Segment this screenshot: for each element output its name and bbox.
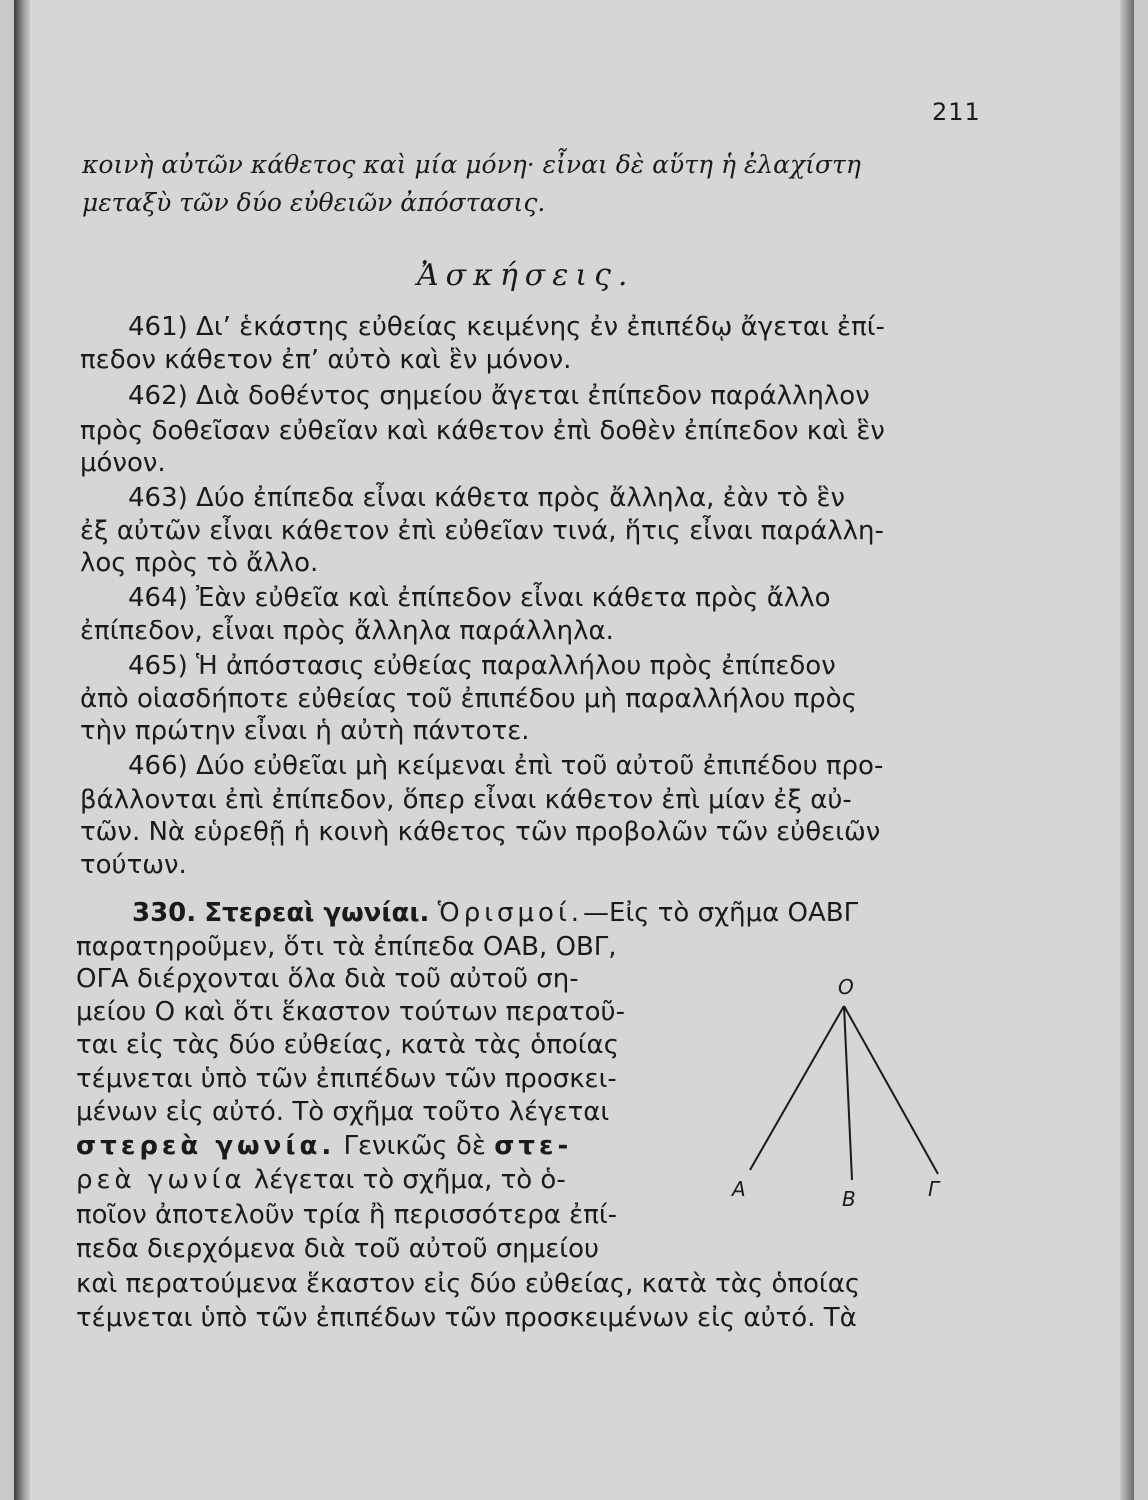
section-number: 330. (132, 898, 197, 928)
section-line-9-rest: λέγεται τὸ σχῆμα, τὸ ὁ- (245, 1165, 566, 1195)
exercises-title: Ἀσκήσεις. (417, 258, 635, 293)
section-line-10: ποῖον ἀποτελοῦν τρία ἢ περισσότερα ἐπί- (76, 1200, 618, 1230)
label-b: B (842, 1187, 856, 1211)
section-line-11: πεδα διερχόμενα διὰ τοῦ αὐτοῦ σημείου (76, 1234, 600, 1264)
intro-line-1: κοινὴ αὐτῶν κάθετος καὶ μία μόνη· εἶναι δὲ αὕτη ἡ ἐλαχίστη (82, 150, 861, 179)
section-line-12: καὶ περατούμενα ἕκαστον εἰς δύο εὐθείας, κατὰ τὰς ὁποίας (76, 1269, 861, 1299)
exercise-466-line-1: 466) Δύο εὐθεῖαι μὴ κείμεναι ἐπὶ τοῦ αὐτοῦ ἐπιπέδου προ- (128, 751, 884, 781)
page-edge (1120, 0, 1134, 1500)
exercise-463-line-3: λος πρὸς τὸ ἄλλο. (80, 548, 319, 578)
term-solid-angle: στερεὰ γωνία. (76, 1131, 336, 1161)
label-o: O (838, 975, 854, 999)
book-page (14, 0, 1134, 1500)
edge-oa (750, 1006, 844, 1170)
section-line-6: τέμνεται ὑπὸ τῶν ἐπιπέδων τῶν προσκει- (76, 1064, 617, 1094)
section-heading: Στερεαὶ γωνίαι. (204, 898, 430, 928)
page-number: 211 (932, 98, 981, 126)
section-line-8 (76, 1131, 572, 1161)
exercise-462-line-3: μόνον. (80, 448, 166, 478)
section-line-4: μείου Ο καὶ ὅτι ἕκαστον τούτων περατοῦ- (76, 997, 625, 1027)
section-line-13: τέμνεται ὑπὸ τῶν ἐπιπέδων τῶν προσκειμένων εἰς αὐτό. Τὰ (76, 1303, 857, 1333)
exercise-464-line-1: 464) Ἐὰν εὐθεῖα καὶ ἐπίπεδον εἶναι κάθετα πρὸς ἄλλο (128, 583, 831, 613)
exercise-466-line-2: βάλλονται ἐπὶ ἐπίπεδον, ὅπερ εἶναι κάθετον ἐπὶ μίαν ἐξ αὐ- (80, 785, 852, 815)
edge-og (844, 1006, 938, 1174)
term-solid-angle-3: ρεὰ γωνία (76, 1165, 246, 1195)
section-line-2: παρατηροῦμεν, ὅτι τὰ ἐπίπεδα ΟΑΒ, ΟΒΓ, (76, 932, 617, 962)
section-line-8-rest: Γενικῶς δὲ (335, 1131, 495, 1161)
section-line-3: ΟΓΑ διέρχονται ὅλα διὰ τοῦ αὐτοῦ ση- (76, 964, 579, 994)
exercise-465-line-1: 465) Ἡ ἀπόστασις εὐθείας παραλλήλου πρὸς ἐπίπεδον (128, 651, 836, 681)
section-line-5: ται εἰς τὰς δύο εὐθείας, κατὰ τὰς ὁποίας (76, 1030, 619, 1060)
edge-ob (844, 1006, 852, 1180)
solid-angle-figure (714, 970, 1004, 1220)
definitions-label: Ὁρισμοί. (437, 898, 584, 928)
exercise-464-line-2: ἐπίπεδον, εἶναι πρὸς ἄλληλα παράλληλα. (80, 616, 614, 646)
exercise-462-line-1: 462) Διὰ δοθέντος σημείου ἄγεται ἐπίπεδον παράλληλον (128, 381, 870, 411)
label-g: Γ (928, 1177, 940, 1201)
exercise-461-line-1: 461) Δι’ ἑκάστης εὐθείας κειμένης ἐν ἐπιπέδῳ ἄγεται ἐπί- (128, 312, 885, 342)
exercise-463-line-2: ἐξ αὐτῶν εἶναι κάθετον ἐπὶ εὐθεῖαν τινά, ἥτις εἶναι παράλλη- (80, 516, 884, 546)
book-spine (14, 0, 30, 1500)
term-solid-angle-2: στε- (494, 1131, 573, 1161)
section-line-1-rest: —Εἰς τὸ σχῆμα ΟΑΒΓ (583, 898, 859, 928)
exercise-462-line-2: πρὸς δοθεῖσαν εὐθεῖαν καὶ κάθετον ἐπὶ δοθὲν ἐπίπεδον καὶ ἓν (80, 416, 885, 446)
exercise-463-line-1: 463) Δύο ἐπίπεδα εἶναι κάθετα πρὸς ἄλληλα, ἐὰν τὸ ἓν (128, 483, 846, 513)
intro-line-2: μεταξὺ τῶν δύο εὐθειῶν ἀπόστασις. (82, 188, 546, 217)
label-a: A (732, 1177, 746, 1201)
section-330-heading-line (132, 898, 858, 928)
exercise-466-line-4: τούτων. (80, 850, 187, 880)
exercise-465-line-3: τὴν πρώτην εἶναι ἡ αὐτὴ πάντοτε. (80, 716, 530, 746)
exercise-465-line-2: ἀπὸ οἱασδήποτε εὐθείας τοῦ ἐπιπέδου μὴ παραλλήλου πρὸς (80, 684, 857, 714)
section-line-9 (76, 1165, 566, 1195)
section-line-7: μένων εἰς αὐτό. Τὸ σχῆμα τοῦτο λέγεται (76, 1097, 610, 1127)
exercise-466-line-3: τῶν. Νὰ εὑρεθῇ ἡ κοινὴ κάθετος τῶν προβολῶν τῶν εὐθειῶν (80, 817, 881, 847)
exercise-461-line-2: πεδον κάθετον ἐπ’ αὐτὸ καὶ ἓν μόνον. (80, 345, 572, 375)
